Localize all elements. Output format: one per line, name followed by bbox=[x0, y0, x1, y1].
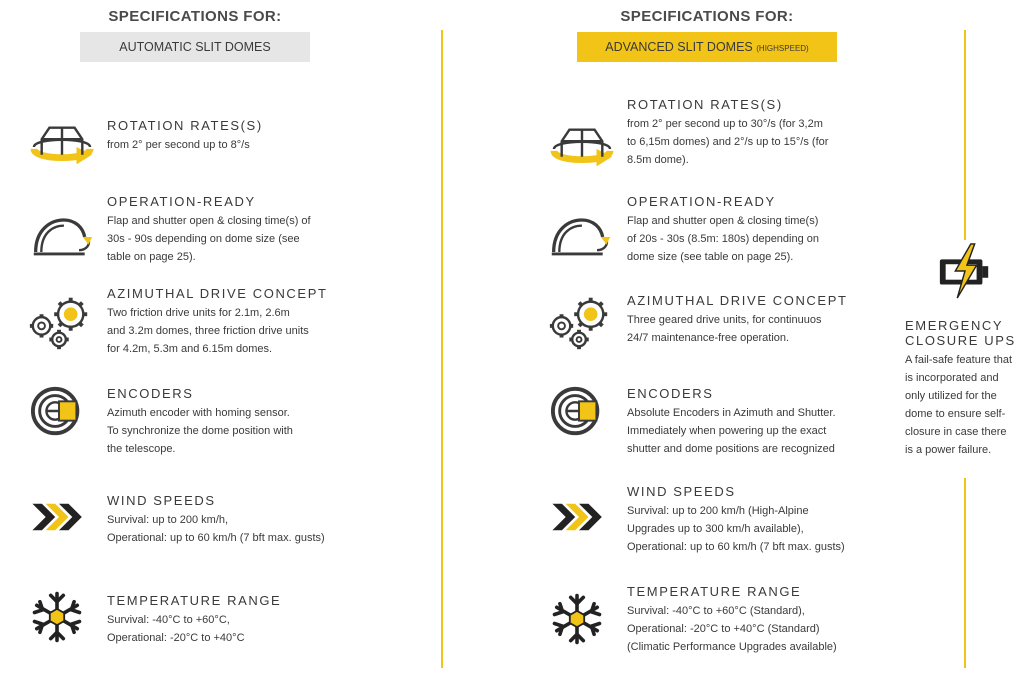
chevrons-icon bbox=[550, 498, 608, 536]
spec-title: AZIMUTHAL DRIVE CONCEPT bbox=[107, 286, 328, 301]
battery-lightning-icon bbox=[936, 242, 994, 300]
left-spec-rotation bbox=[107, 118, 263, 154]
right-product-label-text: ADVANCED SLIT DOMES bbox=[605, 40, 753, 54]
left-spec-encoders bbox=[107, 386, 293, 458]
spec-title: TEMPERATURE RANGE bbox=[627, 584, 802, 599]
spec-body: Two friction drive units for 2.1m, 2.6m and 3.2m domes, three friction drive units for 4.2m, 5.3m and 6.15m domes. bbox=[107, 307, 309, 355]
left-spec-wind bbox=[107, 493, 325, 547]
spec-title: OPERATION-READY bbox=[107, 194, 256, 209]
spec-title: WIND SPEEDS bbox=[627, 484, 736, 499]
dome-flap-icon bbox=[548, 212, 614, 260]
right-product-label-small: (HIGHSPEED) bbox=[756, 44, 809, 53]
chevrons-icon bbox=[30, 498, 88, 536]
ups-body: A fail-safe feature that is incorporated and only utilized for the dome to ensure self- closure in case there is a power failure. bbox=[905, 354, 1013, 456]
spec-body: Survival: up to 200 km/h (High-Alpine Upgrades up to 300 km/h available), Operational: up to 60 km/h (7 bft max. gusts) bbox=[627, 505, 845, 553]
dome-flap-icon bbox=[30, 212, 96, 260]
right-spec-rotation bbox=[627, 97, 828, 169]
spec-body: Survival: -40°C to +60°C, Operational: -20°C to +40°C bbox=[107, 614, 245, 644]
left-product-label-text: AUTOMATIC SLIT DOMES bbox=[119, 40, 271, 54]
spec-title: ROTATION RATES(S) bbox=[627, 97, 783, 112]
gears-icon bbox=[546, 292, 614, 352]
spec-body: Flap and shutter open & closing time(s) of 20s - 30s (8.5m: 180s) depending on dome size (see table on page 25). bbox=[627, 215, 820, 263]
spec-body: Absolute Encoders in Azimuth and Shutter. Immediately when powering up the exact shutter and dome positions are recognized bbox=[627, 407, 836, 455]
left-spec-temperature bbox=[107, 593, 281, 647]
ups-title-line1: EMERGENCY bbox=[905, 318, 1004, 333]
spec-body: from 2° per second up to 30°/s (for 3,2m to 6,15m domes) and 2°/s up to 15°/s (for 8.5m dome). bbox=[627, 118, 829, 166]
snowflake-icon bbox=[550, 592, 604, 646]
left-spec-operation bbox=[107, 194, 311, 266]
spec-title: ENCODERS bbox=[627, 386, 714, 401]
divider-line-right-bottom bbox=[964, 478, 966, 668]
left-product-label bbox=[80, 32, 310, 62]
spec-body: Survival: -40°C to +60°C (Standard), Operational: -20°C to +40°C (Standard) (Climatic Performance Upgrades available) bbox=[627, 605, 837, 653]
spec-title: ENCODERS bbox=[107, 386, 194, 401]
right-spec-wind bbox=[627, 484, 845, 556]
spec-body: Three geared drive units, for continuuos 24/7 maintenance-free operation. bbox=[627, 314, 822, 344]
spec-title: TEMPERATURE RANGE bbox=[107, 593, 282, 608]
right-spec-operation bbox=[627, 194, 819, 266]
left-spec-drive bbox=[107, 286, 328, 358]
divider-line-right-top bbox=[964, 30, 966, 240]
ups-title-line2: CLOSURE UPS bbox=[905, 333, 1016, 348]
rotation-icon bbox=[28, 118, 96, 176]
ups-spec bbox=[905, 318, 1016, 459]
gears-icon bbox=[26, 292, 94, 352]
rotation-icon bbox=[548, 120, 616, 178]
spec-body: Azimuth encoder with homing sensor. To synchronize the dome position with the telescope. bbox=[107, 407, 293, 455]
right-spec-temperature bbox=[627, 584, 837, 656]
spec-title: OPERATION-READY bbox=[627, 194, 776, 209]
spec-body: Flap and shutter open & closing time(s) of 30s - 90s depending on dome size (see table on page 25). bbox=[107, 215, 311, 263]
spec-title: ROTATION RATES(S) bbox=[107, 118, 263, 133]
right-spec-encoders bbox=[627, 386, 836, 458]
snowflake-icon bbox=[30, 590, 84, 644]
spec-title: WIND SPEEDS bbox=[107, 493, 216, 508]
right-product-label bbox=[577, 32, 837, 62]
right-spec-drive bbox=[627, 293, 848, 347]
spec-body: from 2° per second up to 8°/s bbox=[107, 139, 250, 151]
left-heading: SPECIFICATIONS FOR: bbox=[108, 8, 282, 25]
right-heading: SPECIFICATIONS FOR: bbox=[620, 8, 794, 25]
encoder-icon bbox=[550, 382, 608, 440]
spec-body: Survival: up to 200 km/h, Operational: up to 60 km/h (7 bft max. gusts) bbox=[107, 514, 325, 544]
spec-title: AZIMUTHAL DRIVE CONCEPT bbox=[627, 293, 848, 308]
encoder-icon bbox=[30, 382, 88, 440]
divider-line-center bbox=[441, 30, 443, 668]
